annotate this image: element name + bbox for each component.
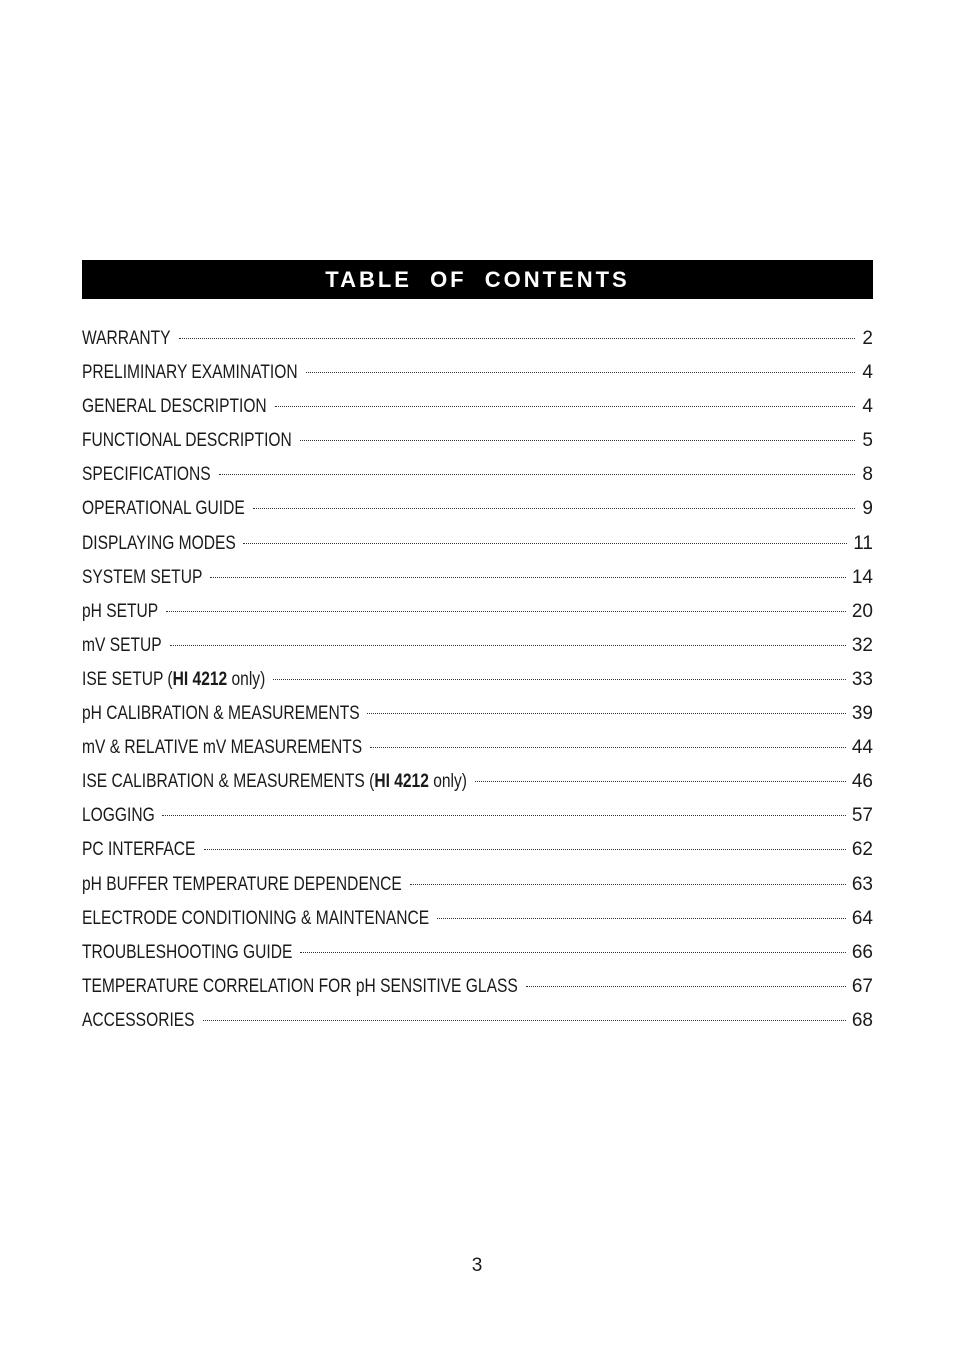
toc-dot-leader xyxy=(210,577,846,578)
toc-entry-mv-relative-mv-measurements[interactable] xyxy=(82,731,873,765)
toc-entry-ise-setup[interactable] xyxy=(82,663,873,697)
toc-entry-title xyxy=(82,765,467,799)
toc-entry-page: 67 xyxy=(851,975,873,997)
toc-entry-title-post: only) xyxy=(428,771,467,793)
toc-dot-leader xyxy=(273,679,846,680)
toc-entry-title xyxy=(82,663,265,697)
toc-dot-leader xyxy=(219,474,855,475)
toc-dot-leader xyxy=(475,781,846,782)
toc-dot-leader xyxy=(367,713,846,714)
toc-entry-page: 64 xyxy=(851,907,873,929)
toc-entry-specifications[interactable] xyxy=(82,458,873,492)
toc-entry-page: 39 xyxy=(851,703,873,725)
toc-entry-page: 14 xyxy=(851,566,873,588)
toc-dot-leader xyxy=(437,918,845,919)
toc-entry-temperature-correlation[interactable] xyxy=(82,970,873,1004)
toc-entry-title: pH CALIBRATION & MEASUREMENTS xyxy=(82,703,360,725)
toc-entry-functional-description[interactable] xyxy=(82,424,873,458)
toc-entry-title: ACCESSORIES xyxy=(82,1009,195,1031)
toc-heading: TABLE OF CONTENTS xyxy=(325,266,630,292)
toc-entry-general-description[interactable] xyxy=(82,390,873,424)
toc-entry-page: 62 xyxy=(851,839,873,861)
toc-entry-title: ELECTRODE CONDITIONING & MAINTENANCE xyxy=(82,907,430,929)
toc-entry-mv-setup[interactable] xyxy=(82,629,873,663)
toc-entry-title-pre: ISE CALIBRATION & MEASUREMENTS ( xyxy=(82,771,375,793)
toc-dot-leader xyxy=(275,406,855,407)
toc-entry-electrode-conditioning-maintenance[interactable] xyxy=(82,902,873,936)
toc-entry-operational-guide[interactable] xyxy=(82,492,873,526)
toc-entry-title: GENERAL DESCRIPTION xyxy=(82,396,267,418)
toc-entry-title: mV & RELATIVE mV MEASUREMENTS xyxy=(82,737,363,759)
toc-entry-title-pre: ISE SETUP ( xyxy=(82,668,173,690)
toc-entry-title: TEMPERATURE CORRELATION FOR pH SENSITIVE GLASS xyxy=(82,975,518,997)
toc-dot-leader xyxy=(300,440,855,441)
model-name: HI 4212 xyxy=(374,771,429,793)
toc-entry-ph-calibration-measurements[interactable] xyxy=(82,697,873,731)
toc-entry-page: 2 xyxy=(862,328,873,349)
toc-dot-leader xyxy=(253,508,855,509)
toc-entry-title: WARRANTY xyxy=(82,328,171,349)
toc-dot-leader xyxy=(179,338,855,339)
toc-dot-leader xyxy=(410,884,846,885)
toc-entry-accessories[interactable] xyxy=(82,1004,873,1038)
toc-entry-title: pH SETUP xyxy=(82,600,159,622)
toc-entry-ph-setup[interactable] xyxy=(82,595,873,629)
toc-heading-bar xyxy=(82,260,873,299)
toc-dot-leader xyxy=(300,952,846,953)
toc-dot-leader xyxy=(306,372,856,373)
toc-entry-page: 4 xyxy=(862,362,873,384)
toc-entry-page: 9 xyxy=(862,498,873,520)
toc-entry-title: TROUBLESHOOTING GUIDE xyxy=(82,941,293,963)
toc-entry-title: SPECIFICATIONS xyxy=(82,464,211,486)
toc-dot-leader xyxy=(203,1020,846,1021)
toc-entry-warranty[interactable] xyxy=(82,322,873,356)
toc-entry-page: 32 xyxy=(851,634,873,656)
toc-list xyxy=(82,322,873,1038)
toc-entry-title: mV SETUP xyxy=(82,634,162,656)
toc-entry-preliminary-examination[interactable] xyxy=(82,356,873,390)
toc-entry-page: 68 xyxy=(851,1009,873,1031)
toc-entry-page: 63 xyxy=(851,873,873,895)
toc-entry-title-post: only) xyxy=(227,668,266,690)
toc-entry-page: 11 xyxy=(853,532,873,554)
toc-entry-title: pH BUFFER TEMPERATURE DEPENDENCE xyxy=(82,873,402,895)
toc-entry-logging[interactable] xyxy=(82,799,873,833)
model-name: HI 4212 xyxy=(172,668,228,690)
toc-entry-page: 66 xyxy=(851,941,873,963)
toc-entry-displaying-modes[interactable] xyxy=(82,527,873,561)
toc-dot-leader xyxy=(243,543,847,544)
toc-entry-pc-interface[interactable] xyxy=(82,833,873,867)
toc-entry-page: 8 xyxy=(862,464,873,486)
toc-entry-title: FUNCTIONAL DESCRIPTION xyxy=(82,430,292,452)
toc-entry-title: LOGGING xyxy=(82,805,155,827)
toc-entry-troubleshooting-guide[interactable] xyxy=(82,936,873,970)
toc-entry-title: PRELIMINARY EXAMINATION xyxy=(82,362,298,384)
toc-entry-system-setup[interactable] xyxy=(82,561,873,595)
toc-dot-leader xyxy=(204,849,846,850)
toc-entry-page: 57 xyxy=(851,805,873,827)
toc-entry-title: DISPLAYING MODES xyxy=(82,532,236,554)
toc-entry-title: OPERATIONAL GUIDE xyxy=(82,498,245,520)
toc-entry-page: 5 xyxy=(862,430,873,452)
toc-entry-page: 46 xyxy=(851,771,873,793)
toc-entry-title: PC INTERFACE xyxy=(82,839,196,861)
toc-dot-leader xyxy=(370,747,846,748)
toc-entry-ph-buffer-temperature-dependence[interactable] xyxy=(82,868,873,902)
page-number: 3 xyxy=(471,1255,483,1276)
toc-dot-leader xyxy=(526,986,846,987)
toc-entry-page: 33 xyxy=(851,668,873,690)
toc-dot-leader xyxy=(162,815,845,816)
toc-entry-page: 20 xyxy=(851,600,873,622)
toc-entry-page: 4 xyxy=(862,396,873,418)
toc-entry-ise-calibration-measurements[interactable] xyxy=(82,765,873,799)
toc-entry-page: 44 xyxy=(851,737,873,759)
toc-dot-leader xyxy=(166,611,846,612)
toc-dot-leader xyxy=(170,645,846,646)
toc-entry-title: SYSTEM SETUP xyxy=(82,566,203,588)
